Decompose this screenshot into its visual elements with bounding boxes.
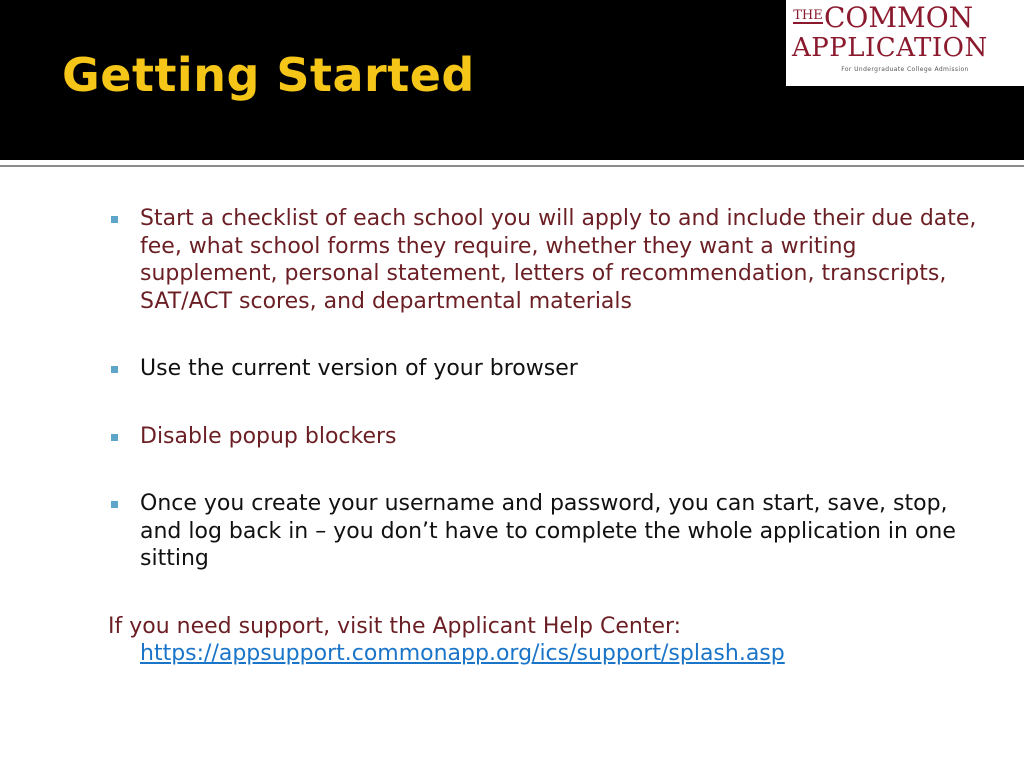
logo-tagline: For Undergraduate College Admission [841,66,969,73]
title-divider [0,160,1024,164]
bullet-item-checklist [108,205,988,315]
logo-application-text: APPLICATION [792,33,988,63]
support-paragraph [108,613,988,668]
bullet-text: Once you create your username and password, you can start, save, stop, and log back in – you don’t have to complete the whole application in one sitting [140,491,956,571]
bullet-item-account [108,490,988,573]
square-bullet-icon [111,366,118,373]
help-center-link[interactable]: https://appsupport.commonapp.org/ics/support/splash.asp [140,641,785,666]
square-bullet-icon [111,434,118,441]
bullet-text: Disable popup blockers [140,423,397,449]
logo-the-text: THE [793,8,823,23]
square-bullet-icon [111,501,118,508]
bullet-text: Start a checklist of each school you will apply to and include their due date, fee, what school forms they require, whether they want a writing supplement, personal statement, letters of recommendation, transcripts, SAT/ACT scores, and departmental materials [140,206,977,314]
support-text: If you need support, visit the Applicant Help Center: [108,613,682,639]
square-bullet-icon [111,216,118,223]
logo-common-text: COMMON [824,1,974,34]
bullet-text: Use the current version of your browser [140,356,578,381]
slide-title: Getting Started [62,48,475,102]
title-underline [0,165,1024,167]
slide-content [108,205,988,690]
bullet-item-popup [108,423,988,451]
bullet-item-browser [108,355,988,383]
common-application-logo [786,0,1024,86]
bullet-list [108,205,988,573]
